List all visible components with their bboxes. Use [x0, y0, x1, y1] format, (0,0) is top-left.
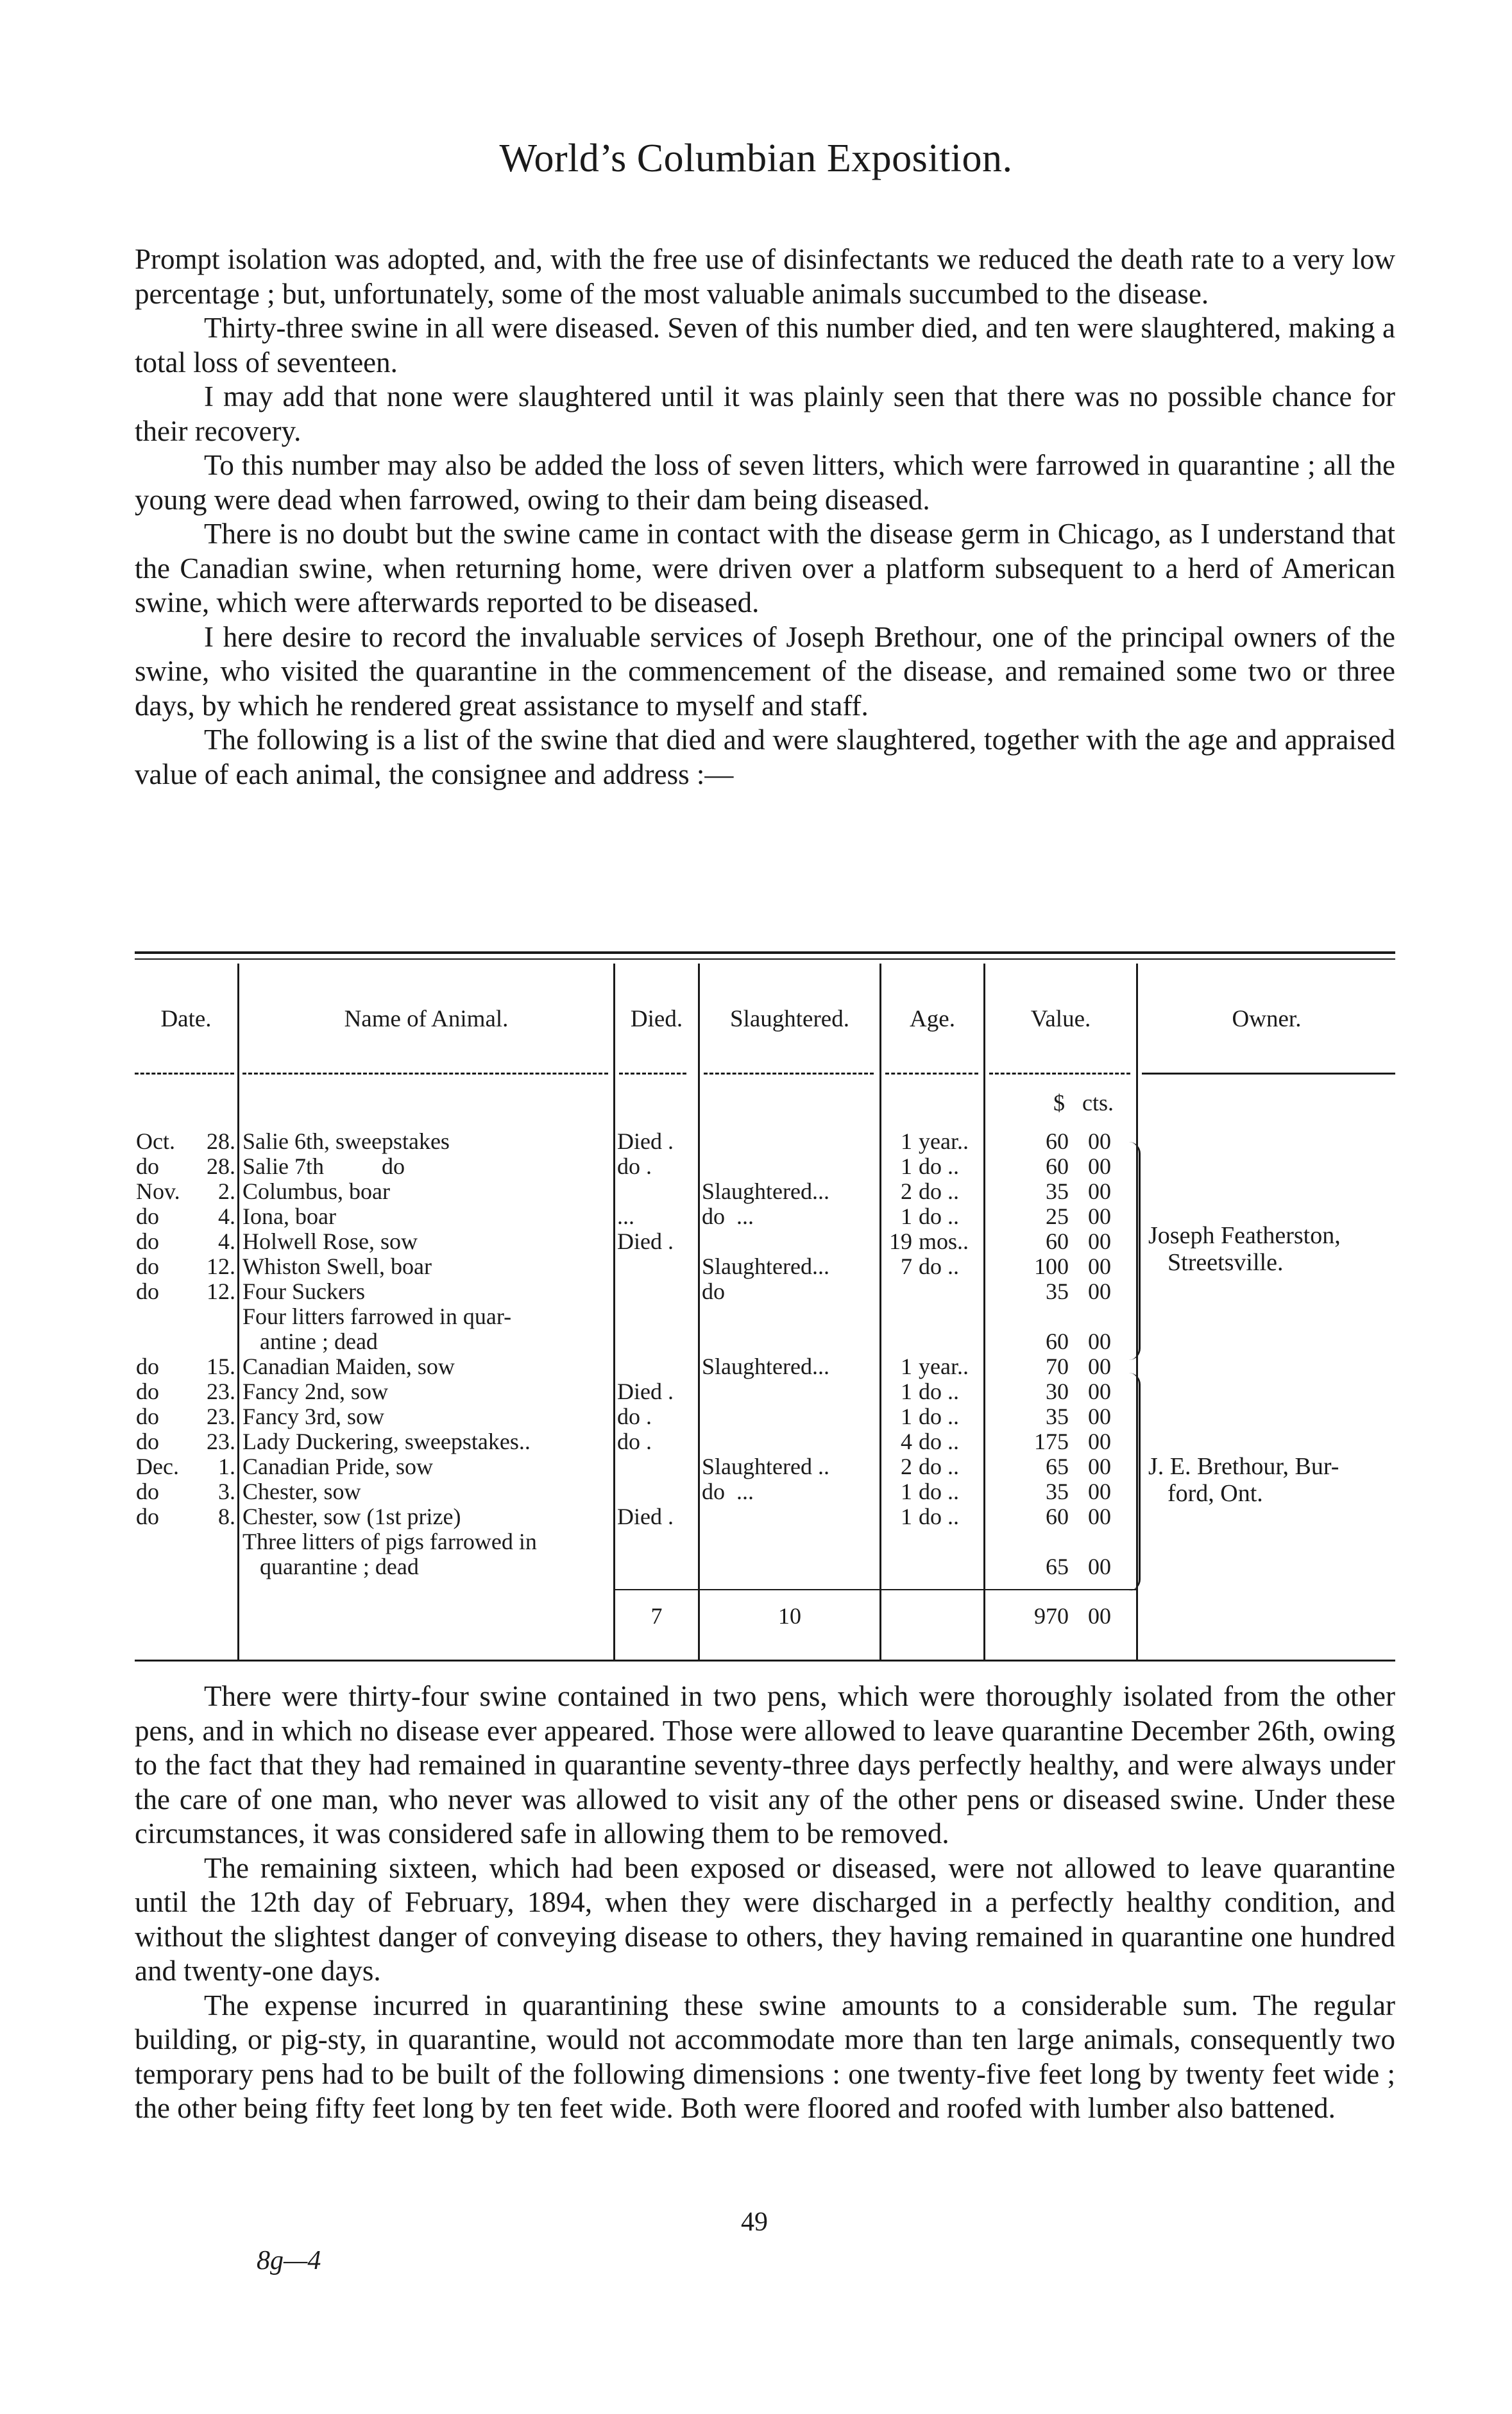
date-month: Nov. — [136, 1178, 180, 1204]
date-month: do — [136, 1153, 159, 1179]
value-dollars: 60 — [1046, 1153, 1069, 1179]
table-bottom-rule — [135, 1660, 1395, 1662]
brace-lower — [1119, 1373, 1141, 1591]
age-unit: do .. — [919, 1178, 959, 1204]
header-died: Died. — [630, 1006, 683, 1032]
value-cents: 00 — [1088, 1454, 1111, 1479]
value-cents: 00 — [1088, 1429, 1111, 1454]
value-dollars: 35 — [1046, 1479, 1069, 1504]
header-dash — [885, 1073, 978, 1075]
died-cell: Died . — [617, 1379, 674, 1404]
value-dollars: 60 — [1046, 1329, 1069, 1354]
date-day: 4. — [218, 1203, 235, 1229]
died-cell: ... — [617, 1203, 634, 1229]
total-dollars: 970 — [1034, 1603, 1069, 1629]
header-dash — [619, 1073, 686, 1075]
value-dollars: 65 — [1046, 1554, 1069, 1579]
paragraph: The following is a list of the swine that died and were slaughtered, together with the age and appraised value of each animal, the consignee and address :— — [135, 724, 1395, 790]
value-dollars: 35 — [1046, 1279, 1069, 1304]
col-divider — [698, 964, 700, 1660]
header-dash — [135, 1073, 234, 1075]
animal-name: Canadian Pride, sow — [242, 1454, 433, 1479]
totals-rule — [613, 1589, 1136, 1590]
value-cents: 00 — [1088, 1354, 1111, 1379]
date-month: Dec. — [136, 1454, 179, 1479]
date-day: 23. — [207, 1379, 235, 1404]
age-unit: do .. — [919, 1203, 959, 1229]
header-age: Age. — [910, 1006, 955, 1032]
date-month: do — [136, 1479, 159, 1504]
owner-1-line2: Streetsville. — [1168, 1249, 1284, 1276]
date-month: do — [136, 1228, 159, 1254]
page-title: World’s Columbian Exposition. — [499, 137, 1013, 180]
age-unit: do .. — [919, 1429, 959, 1454]
col-divider — [613, 964, 615, 1660]
value-cents: 00 — [1088, 1128, 1111, 1154]
date-day: 8. — [218, 1504, 235, 1529]
age-number: 1 — [901, 1203, 912, 1229]
animal-name: Holwell Rose, sow — [242, 1228, 418, 1254]
animal-name: Salie 7th do — [242, 1153, 405, 1179]
total-died: 7 — [650, 1603, 663, 1629]
age-number: 1 — [901, 1404, 912, 1429]
slaughtered-cell: Slaughtered .. — [702, 1454, 829, 1479]
table-top-rule — [135, 951, 1395, 954]
slaughtered-cell: do — [702, 1279, 725, 1304]
age-number: 7 — [901, 1254, 912, 1279]
animal-name: Four litters farrowed in quar- — [242, 1304, 512, 1329]
died-cell: Died . — [617, 1228, 674, 1254]
date-day: 28. — [207, 1128, 235, 1154]
col-divider — [879, 964, 881, 1660]
date-month: do — [136, 1254, 159, 1279]
value-dollars: 100 — [1034, 1254, 1069, 1279]
brace-upper — [1119, 1142, 1141, 1360]
age-number: 1 — [901, 1354, 912, 1379]
animal-name: Salie 6th, sweepstakes — [242, 1128, 450, 1154]
slaughtered-cell: Slaughtered... — [702, 1254, 829, 1279]
age-number: 1 — [901, 1379, 912, 1404]
date-day: 23. — [207, 1404, 235, 1429]
date-month: do — [136, 1203, 159, 1229]
date-month: do — [136, 1379, 159, 1404]
animal-name: Whiston Swell, boar — [242, 1254, 432, 1279]
animal-name: Chester, sow (1st prize) — [242, 1504, 461, 1529]
age-unit: do .. — [919, 1254, 959, 1279]
age-number: 1 — [901, 1153, 912, 1179]
date-day: 23. — [207, 1429, 235, 1454]
animal-name: Lady Duckering, sweepstakes.. — [242, 1429, 531, 1454]
died-cell: do . — [617, 1404, 652, 1429]
owner-2-line1: J. E. Brethour, Bur- — [1148, 1453, 1339, 1480]
age-number: 1 — [901, 1128, 912, 1154]
page-number: 49 — [741, 2207, 768, 2237]
date-day: 1. — [218, 1454, 235, 1479]
age-unit: do .. — [919, 1504, 959, 1529]
owner-1-line1: Joseph Featherston, — [1148, 1222, 1341, 1249]
value-dollars: 65 — [1046, 1454, 1069, 1479]
date-day: 3. — [218, 1479, 235, 1504]
age-unit: do .. — [919, 1379, 959, 1404]
value-dollars: 60 — [1046, 1228, 1069, 1254]
paragraph: I here desire to record the invaluable services of Joseph Brethour, one of the principal owners of the swine, who visited the quarantine in the commencement of the disease, and remained some two or three days, by which he rendered great assistance to myself and staff. — [135, 620, 1395, 722]
age-number: 2 — [901, 1454, 912, 1479]
age-unit: do .. — [919, 1479, 959, 1504]
date-month: do — [136, 1354, 159, 1379]
value-dollars: 30 — [1046, 1379, 1069, 1404]
paragraph: Prompt isolation was adopted, and, with the free use of disinfectants we reduced the death rate to a very low percentage ; but, unfortunately, some of the most valuable animals succumbed to the disease. — [135, 243, 1395, 310]
value-cents: 00 — [1088, 1254, 1111, 1279]
value-dollars: 60 — [1046, 1128, 1069, 1154]
animal-name: Fancy 2nd, sow — [242, 1379, 388, 1404]
date-month: do — [136, 1429, 159, 1454]
owner-1 — [1148, 1222, 1341, 1276]
age-unit: do .. — [919, 1454, 959, 1479]
paragraph: The expense incurred in quarantining these swine amounts to a considerable sum. The regular building, or pig-sty, in quarantine, would not accommodate more than ten large animals, consequently two temporary pens had to be built of the following dimensions : one twenty-five feet long by twenty feet wide ; the other being fifty feet long by ten feet wide. Both were floored and roofed with lumber also battened. — [135, 1989, 1395, 2124]
slaughtered-cell: do ... — [702, 1203, 754, 1229]
date-day: 12. — [207, 1279, 235, 1304]
header-dash — [704, 1073, 874, 1075]
age-unit: mos.. — [919, 1228, 969, 1254]
value-cents: 00 — [1088, 1479, 1111, 1504]
date-day: 15. — [207, 1354, 235, 1379]
header-name: Name of Animal. — [344, 1006, 509, 1032]
animal-name: Chester, sow — [242, 1479, 361, 1504]
value-cents: 00 — [1088, 1153, 1111, 1179]
animal-name: Three litters of pigs farrowed in — [242, 1529, 537, 1554]
age-number: 1 — [901, 1504, 912, 1529]
date-month: do — [136, 1279, 159, 1304]
value-cents: 00 — [1088, 1379, 1111, 1404]
value-dollars: 175 — [1034, 1429, 1069, 1454]
col-divider — [237, 964, 239, 1660]
slaughtered-cell: Slaughtered... — [702, 1178, 829, 1204]
age-number: 1 — [901, 1479, 912, 1504]
value-cents: 00 — [1088, 1178, 1111, 1204]
died-cell: do . — [617, 1429, 652, 1454]
paragraph: Thirty-three swine in all were diseased. Seven of this number died, and ten were slaughtered, making a total loss of seventeen. — [135, 312, 1395, 378]
animal-name: Four Suckers — [242, 1279, 365, 1304]
value-dollars: 70 — [1046, 1354, 1069, 1379]
date-day: 4. — [218, 1228, 235, 1254]
value-dollars: 60 — [1046, 1504, 1069, 1529]
paragraph: There is no doubt but the swine came in contact with the disease germ in Chicago, as I understand that the Canadian swine, when returning home, were driven over a platform subsequent to a herd of American swine, which were afterwards reported to be diseased. — [135, 518, 1395, 618]
paragraph: To this number may also be added the loss of seven litters, which were farrowed in quarantine ; all the young were dead when farrowed, owing to their dam being diseased. — [135, 449, 1395, 516]
slaughtered-cell: do ... — [702, 1479, 754, 1504]
date-month: do — [136, 1404, 159, 1429]
table-top-rule-2 — [135, 958, 1395, 960]
header-slaughtered: Slaughtered. — [730, 1006, 849, 1032]
value-dollars: 35 — [1046, 1178, 1069, 1204]
date-month: Oct. — [136, 1128, 175, 1154]
header-dash — [242, 1073, 608, 1075]
header-value: Value. — [1030, 1006, 1091, 1032]
owner-2 — [1148, 1453, 1339, 1507]
age-number: 19 — [889, 1228, 912, 1254]
animal-name: quarantine ; dead — [242, 1554, 419, 1579]
animal-name: Iona, boar — [242, 1203, 336, 1229]
total-cents: 00 — [1088, 1603, 1111, 1629]
animal-name: Columbus, boar — [242, 1178, 390, 1204]
age-unit: do .. — [919, 1153, 959, 1179]
date-day: 28. — [207, 1153, 235, 1179]
value-dollars: 25 — [1046, 1203, 1069, 1229]
date-month: do — [136, 1504, 159, 1529]
age-unit: year.. — [919, 1354, 969, 1379]
header-owner: Owner. — [1232, 1006, 1302, 1032]
value-cents: 00 — [1088, 1554, 1111, 1579]
after-text — [135, 1679, 1395, 2126]
date-day: 2. — [218, 1178, 235, 1204]
value-cents: 00 — [1088, 1329, 1111, 1354]
died-cell: Died . — [617, 1504, 674, 1529]
date-day: 12. — [207, 1254, 235, 1279]
paragraph: The remaining sixteen, which had been exposed or diseased, were not allowed to leave quarantine until the 12th day of February, 1894, when they were discharged in a perfectly healthy condition, and without the slightest danger of conveying disease to others, they having remained in quarantine one hundred and twenty-one days. — [135, 1851, 1395, 1987]
value-cents: 00 — [1088, 1404, 1111, 1429]
animal-name: Fancy 3rd, sow — [242, 1404, 384, 1429]
total-slaughtered: 10 — [778, 1603, 801, 1629]
value-cents: 00 — [1088, 1504, 1111, 1529]
value-cents: 00 — [1088, 1203, 1111, 1229]
header-dash — [989, 1073, 1130, 1075]
age-number: 2 — [901, 1178, 912, 1204]
age-unit: do .. — [919, 1404, 959, 1429]
paragraph: There were thirty-four swine contained in two pens, which were thoroughly isolated from the other pens, and in which no disease ever appeared. Those were allowed to leave quarantine December 26th, owing to the fact that they had remained in quarantine seventy-three days perfectly healthy, and were always under the care of one man, who never was allowed to visit any of the other pens or diseased swine. Under these circumstances, it was considered safe in allowing them to be removed. — [135, 1680, 1395, 1849]
intro-text — [135, 242, 1395, 792]
paragraph: I may add that none were slaughtered until it was plainly seen that there was no possible chance for their recovery. — [135, 380, 1395, 447]
died-cell: do . — [617, 1153, 652, 1179]
died-cell: Died . — [617, 1128, 674, 1154]
age-unit: year.. — [919, 1128, 969, 1154]
animal-name: Canadian Maiden, sow — [242, 1354, 455, 1379]
header-date: Date. — [160, 1006, 212, 1032]
value-cents: 00 — [1088, 1279, 1111, 1304]
animal-name: antine ; dead — [242, 1329, 378, 1354]
table-header-rule — [1142, 1073, 1395, 1075]
value-dollars: 35 — [1046, 1404, 1069, 1429]
printer-signature: 8g—4 — [257, 2246, 321, 2275]
value-units: $ cts. — [1053, 1090, 1114, 1116]
value-cents: 00 — [1088, 1228, 1111, 1254]
age-number: 4 — [901, 1429, 912, 1454]
slaughtered-cell: Slaughtered... — [702, 1354, 829, 1379]
owner-2-line2: ford, Ont. — [1168, 1480, 1263, 1507]
